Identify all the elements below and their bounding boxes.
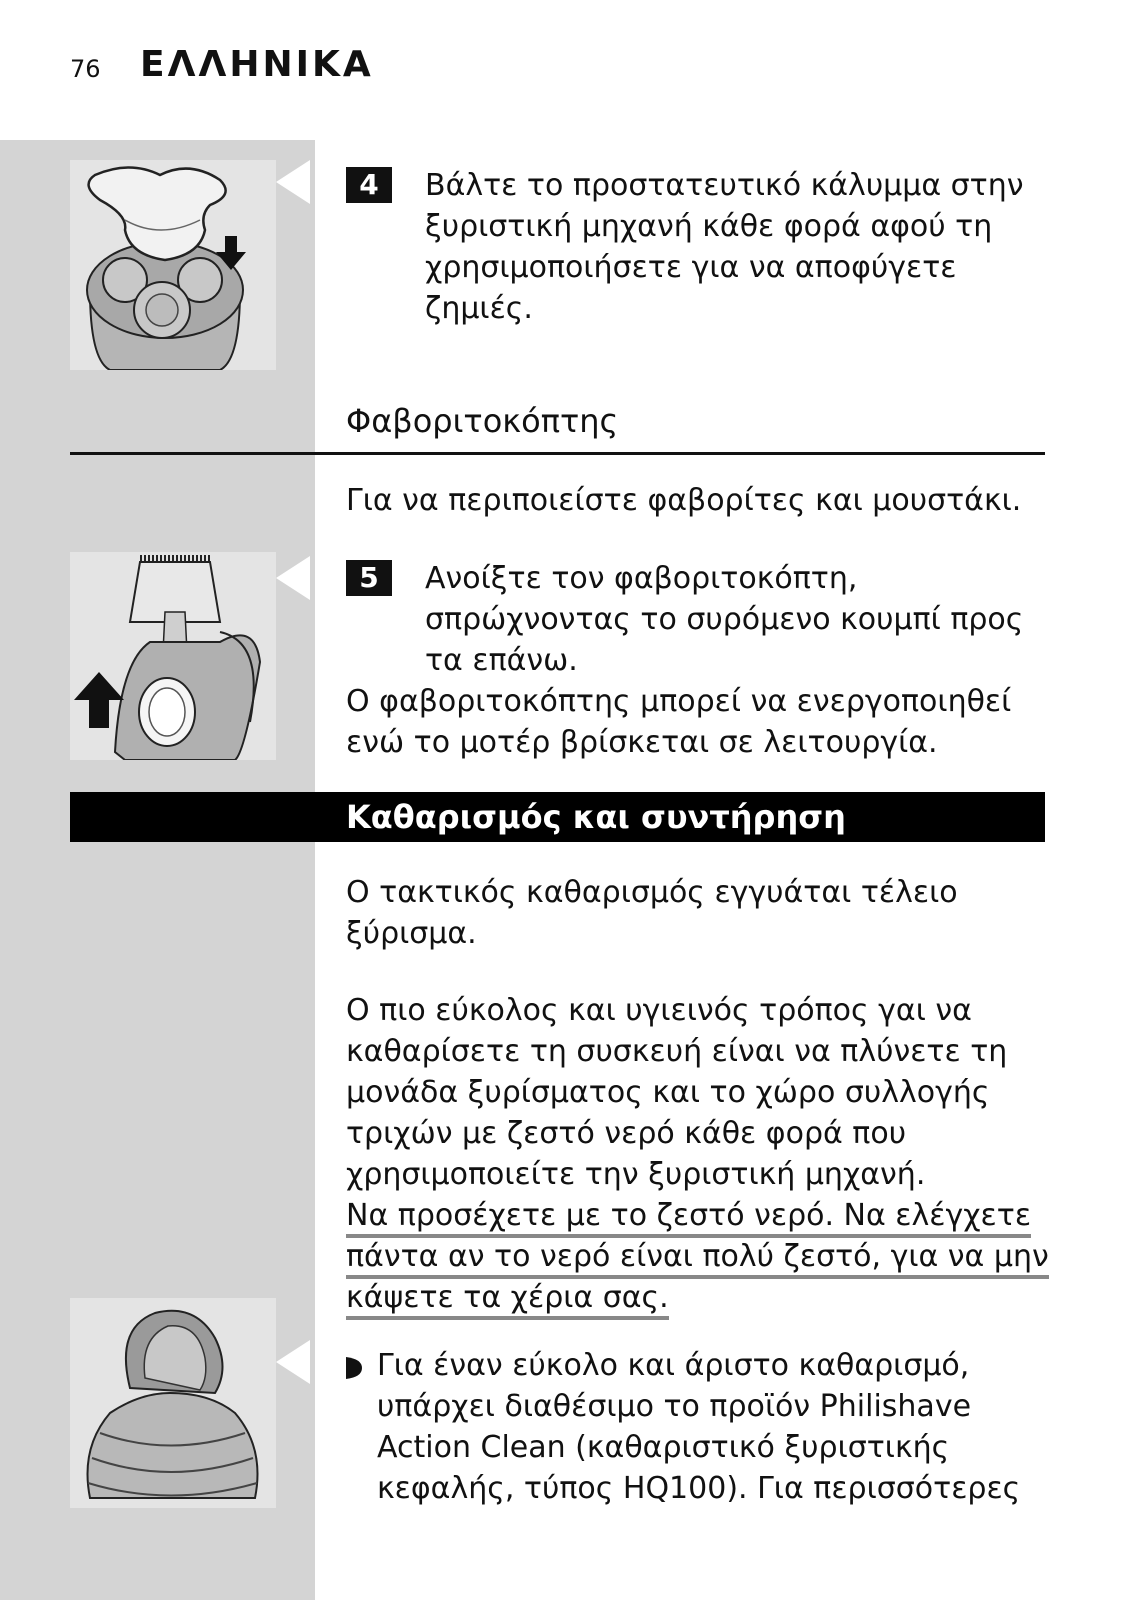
bullet-icon [344,1355,362,1387]
step-4-line: ξυριστική μηχανή κάθε φορά αφού τη [425,209,993,244]
trimmer-note-line: Ο φαβοριτοκόπτης μπορεί να ενεργοποιηθεί [346,684,1012,719]
trimmer-intro: Για να περιποιείστε φαβορίτες και μουστάκι. [346,483,1022,518]
paragraph-line: καθαρίσετε τη συσκευή είναι να πλύνετε τη [346,1034,1008,1069]
paragraph-line: χρησιμοποιείτε την ξυριστική μηχανή. [346,1157,926,1192]
cleaning-heading: Καθαρισμός και συντήρηση [346,798,846,836]
bullet-line: κεφαλής, τύπος HQ100). Για περισσότερες [377,1471,1021,1506]
step-4-line: χρησιμοποιήσετε για να αποφύγετε [425,250,957,285]
cleaning-paragraph-2 [346,990,1086,1195]
step-4-text [425,165,1085,329]
paragraph-line: Ο τακτικός καθαρισμός εγγυάται τέλειο [346,875,958,910]
callout-pointer [276,1340,310,1384]
warning-text [346,1195,1086,1318]
paragraph-line: Ο πιο εύκολος και υγιεινός τρόπος γαι να [346,993,972,1028]
arrow-down-icon [216,236,246,274]
bullet-line: Action Clean (καθαριστικό ξυριστικής [377,1430,950,1465]
action-clean-illustration [70,1298,276,1508]
step-5-line: Ανοίξτε τον φαβοριτοκόπτη, [425,561,858,596]
heading-rule [70,452,1045,455]
paragraph-line: τριχών με ζεστό νερό κάθε φορά που [346,1116,907,1151]
callout-pointer [276,160,310,204]
bullet-text [377,1345,1077,1509]
step-5-text [425,558,1085,681]
callout-pointer [276,556,310,600]
step-4-line: ζημιές. [425,291,533,326]
paragraph-line: μονάδα ξυρίσματος και το χώρο συλλογής [346,1075,990,1110]
step-number-4: 4 [346,167,392,203]
section-heading-bar [70,792,1045,842]
cleaning-paragraph-1 [346,872,1086,954]
step-number-5: 5 [346,560,392,596]
warning-line: Να προσέχετε με το ζεστό νερό. Να ελέγχετε [346,1198,1031,1238]
trimmer-note-line: ενώ το μοτέρ βρίσκεται σε λειτουργία. [346,725,938,760]
step-5-line: τα επάνω. [425,643,578,678]
page-number: 76 [70,55,101,83]
protective-cap-illustration [70,160,276,370]
paragraph-line: ξύρισμα. [346,916,477,951]
step-5-line: σπρώχνοντας το συρόμενο κουμπί προς [425,602,1024,637]
language-title: ΕΛΛΗΝΙΚΑ [140,44,374,85]
warning-line: πάντα αν το νερό είναι πολύ ζεστό, για να μην [346,1239,1049,1279]
trimmer-heading: Φαβοριτοκόπτης [346,402,619,440]
trimmer-note [346,681,1086,763]
arrow-up-icon [74,672,124,732]
step-4-line: Βάλτε το προστατευτικό κάλυμμα στην [425,168,1024,203]
trimmer-illustration [70,552,276,760]
bullet-line: Για έναν εύκολο και άριστο καθαρισμό, [377,1348,970,1383]
bullet-line: υπάρχει διαθέσιμο το προϊόν Philishave [377,1389,972,1424]
warning-line: κάψετε τα χέρια σας. [346,1280,669,1320]
